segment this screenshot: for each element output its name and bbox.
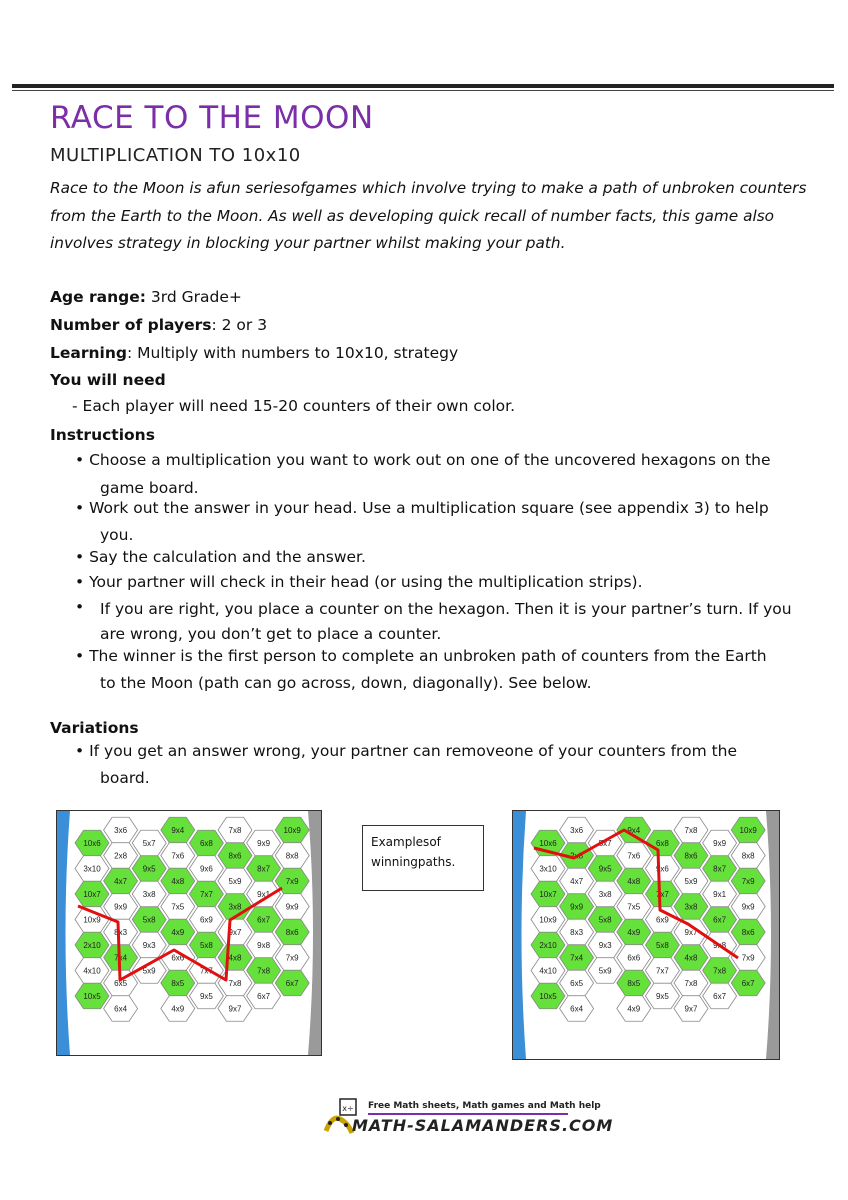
example-note: Examplesof winningpaths.	[362, 825, 484, 891]
hex-label: 6x6	[171, 953, 185, 963]
hex-label: 5x7	[598, 839, 612, 848]
hex-label: 7x4	[570, 953, 584, 963]
footer-divider	[368, 1113, 568, 1115]
hex-label: 7x9	[285, 953, 299, 963]
hex-label: 5x9	[142, 966, 156, 976]
hex-label: 9x6	[655, 864, 669, 874]
instruction-item: • Your partner will check in their head (or using the multiplication strips).	[75, 573, 643, 591]
hex-label: 2x8	[114, 851, 128, 861]
hex-label: 8x5	[171, 979, 185, 988]
hex-label: 8x3	[114, 928, 128, 937]
hex-label: 5x8	[199, 941, 213, 950]
hex-label: 4x9	[171, 1004, 185, 1014]
hex-label: 3x10	[539, 864, 557, 874]
hex-label: 8x6	[285, 928, 299, 937]
hex-label: 3x10	[83, 864, 101, 874]
hex-label: 7x9	[285, 877, 299, 886]
hex-label: 9x9	[713, 839, 727, 848]
hex-label: 7x8	[684, 826, 698, 835]
hex-label: 9x9	[114, 902, 128, 912]
footer-site-name: MATH-SALAMANDERS.COM	[352, 1116, 614, 1135]
game-board-left	[56, 810, 322, 1056]
instruction-bullet: •	[75, 598, 85, 616]
instruction-item: If you are right, you place a counter on the hexagon. Then it is your partner’s turn. If you	[100, 600, 792, 618]
hex-label: 8x8	[741, 851, 755, 861]
hex-label: 9x8	[257, 941, 271, 950]
hex-label: 8x7	[713, 864, 727, 874]
hex-label: 9x7	[228, 928, 242, 937]
hex-label: 6x4	[570, 1004, 584, 1014]
hex-label: 9x5	[142, 864, 156, 874]
hex-label: 7x7	[199, 890, 213, 899]
footer-tagline: Free Math sheets, Math games and Math help	[368, 1101, 601, 1111]
instruction-item: • The winner is the first person to complete an unbroken path of counters from the Earth	[75, 647, 767, 665]
hex-label: 4x10	[83, 966, 101, 976]
hex-label: 8x6	[228, 851, 242, 861]
variations-heading: Variations	[50, 719, 139, 737]
hex-label: 2x8	[570, 851, 584, 861]
hex-label: 8x6	[684, 851, 698, 861]
hex-label: 9x6	[199, 864, 213, 874]
hex-label: 3x6	[570, 826, 584, 835]
hex-label: 10x6	[539, 839, 557, 848]
hex-label: 10x7	[539, 890, 557, 899]
page-title: RACE TO THE MOON	[50, 100, 374, 136]
hex-label: 5x8	[142, 915, 156, 925]
hex-label: 3x8	[142, 890, 156, 899]
hex-label: 6x5	[570, 979, 584, 988]
hex-label: 7x8	[713, 966, 727, 976]
hex-label: 5x7	[142, 839, 156, 848]
hex-label: 7x8	[257, 966, 271, 976]
intro-paragraph: Race to the Moon is afun seriesofgames which involve trying to make a path of unbroken counters from the Earth to the Moon. As well as developing quick recall of number facts, this game also involves strategy in blocking your partner whilst making your path.	[50, 179, 807, 252]
hex-label: 8x7	[257, 864, 271, 874]
page-subtitle: MULTIPLICATION TO 10x10	[50, 145, 301, 166]
hex-label: 4x9	[627, 1004, 641, 1014]
hex-label: 6x7	[713, 915, 727, 925]
hex-label: 2x10	[539, 941, 557, 950]
hex-label: 9x5	[199, 992, 213, 1001]
hex-label: 9x8	[713, 941, 727, 950]
hex-label: 7x8	[228, 979, 242, 988]
hex-label: 7x7	[655, 890, 669, 899]
hex-label: 9x9	[257, 839, 271, 848]
hex-label: 8x3	[570, 928, 584, 937]
hex-label: 3x8	[228, 902, 242, 912]
hex-label: 9x9	[285, 902, 299, 912]
hex-label: 9x4	[627, 826, 641, 835]
top-rule-thin	[12, 90, 834, 91]
hex-label: 10x9	[83, 915, 101, 925]
hex-label: 6x8	[199, 839, 213, 848]
game-board-right	[512, 810, 780, 1060]
hex-label: 6x8	[655, 839, 669, 848]
age-range-line: Age range: 3rd Grade+	[50, 288, 242, 306]
instruction-item: game board.	[100, 479, 199, 497]
hex-label: 6x4	[114, 1004, 128, 1014]
hex-label: 9x7	[684, 928, 698, 937]
hex-label: 7x5	[171, 902, 185, 912]
hex-label: 9x5	[598, 864, 612, 874]
hex-label: 8x6	[741, 928, 755, 937]
hex-label: 4x9	[171, 928, 185, 937]
hex-label: 9x5	[655, 992, 669, 1001]
hex-label: 9x1	[713, 890, 727, 899]
top-rule	[12, 84, 834, 88]
hex-label: 4x8	[171, 877, 185, 886]
hex-label: 3x6	[114, 826, 128, 835]
instruction-item: to the Moon (path can go across, down, diagonally). See below.	[100, 674, 592, 692]
hex-label: 10x9	[283, 826, 301, 835]
hex-label: 10x9	[539, 915, 557, 925]
instruction-item: • Say the calculation and the answer.	[75, 548, 366, 566]
hex-label: 5x9	[684, 877, 698, 886]
hex-label: 9x7	[228, 1004, 242, 1014]
hex-label: 6x7	[257, 992, 271, 1001]
hex-label: 10x5	[539, 992, 557, 1001]
hex-label: 9x7	[684, 1004, 698, 1014]
you-will-need-heading: You will need	[50, 371, 166, 389]
hex-label: 6x7	[713, 992, 727, 1001]
hex-label: 9x1	[257, 890, 271, 899]
hex-label: 8x5	[627, 979, 641, 988]
players-line: Number of players: 2 or 3	[50, 316, 268, 334]
hex-label: 4x10	[539, 966, 557, 976]
learning-line: Learning: Multiply with numbers to 10x10, strategy	[50, 344, 459, 362]
instruction-item: • Work out the answer in your head. Use a multiplication square (see appendix 3) to help	[75, 499, 769, 517]
you-will-need-item: - Each player will need 15-20 counters of their own color.	[72, 397, 516, 415]
hex-label: 8x8	[285, 851, 299, 861]
hex-label: 5x9	[228, 877, 242, 886]
hex-label: 9x9	[570, 902, 584, 912]
hex-label: 7x4	[114, 953, 128, 963]
hex-label: 6x5	[114, 979, 128, 988]
variation-item: board.	[100, 769, 150, 787]
hex-label: 6x9	[655, 915, 669, 925]
hex-label: 7x5	[627, 902, 641, 912]
hex-label: 2x10	[83, 941, 101, 950]
hex-label: 6x7	[285, 979, 299, 988]
instruction-item: • Choose a multiplication you want to work out on one of the uncovered hexagons on the	[75, 451, 771, 469]
hex-label: 4x8	[684, 953, 698, 963]
hex-label: 10x7	[83, 890, 101, 899]
hex-label: 7x9	[741, 877, 755, 886]
instruction-item: you.	[100, 526, 134, 544]
hex-label: 7x7	[199, 966, 213, 976]
instruction-item: are wrong, you don’t get to place a counter.	[100, 625, 442, 643]
hex-label: 10x9	[739, 826, 757, 835]
variation-item: • If you get an answer wrong, your partner can removeone of your counters from the	[75, 742, 738, 760]
hex-label: 7x6	[171, 851, 185, 861]
instructions-heading: Instructions	[50, 426, 155, 444]
hex-label: 4x9	[627, 928, 641, 937]
hex-label: 6x9	[199, 915, 213, 925]
hex-label: 4x8	[228, 953, 242, 963]
hex-label: 3x8	[598, 890, 612, 899]
hex-label: 4x8	[627, 877, 641, 886]
hex-label: 6x6	[627, 953, 641, 963]
hex-label: 9x9	[741, 902, 755, 912]
hex-label: 9x3	[598, 941, 612, 950]
hex-label: 7x8	[228, 826, 242, 835]
hex-label: 6x7	[257, 915, 271, 925]
hex-label: 4x7	[114, 877, 128, 886]
svg-text:x÷: x÷	[342, 1104, 354, 1113]
hex-label: 10x6	[83, 839, 101, 848]
hex-label: 5x8	[598, 915, 612, 925]
hex-label: 7x7	[655, 966, 669, 976]
hex-label: 9x3	[142, 941, 156, 950]
hex-label: 7x9	[741, 953, 755, 963]
hex-label: 5x8	[655, 941, 669, 950]
hex-label: 4x7	[570, 877, 584, 886]
hex-label: 6x7	[741, 979, 755, 988]
hex-label: 7x8	[684, 979, 698, 988]
hex-label: 7x6	[627, 851, 641, 861]
hex-label: 9x4	[171, 826, 185, 835]
hex-label: 3x8	[684, 902, 698, 912]
hex-label: 10x5	[83, 992, 101, 1001]
hex-label: 5x9	[598, 966, 612, 976]
